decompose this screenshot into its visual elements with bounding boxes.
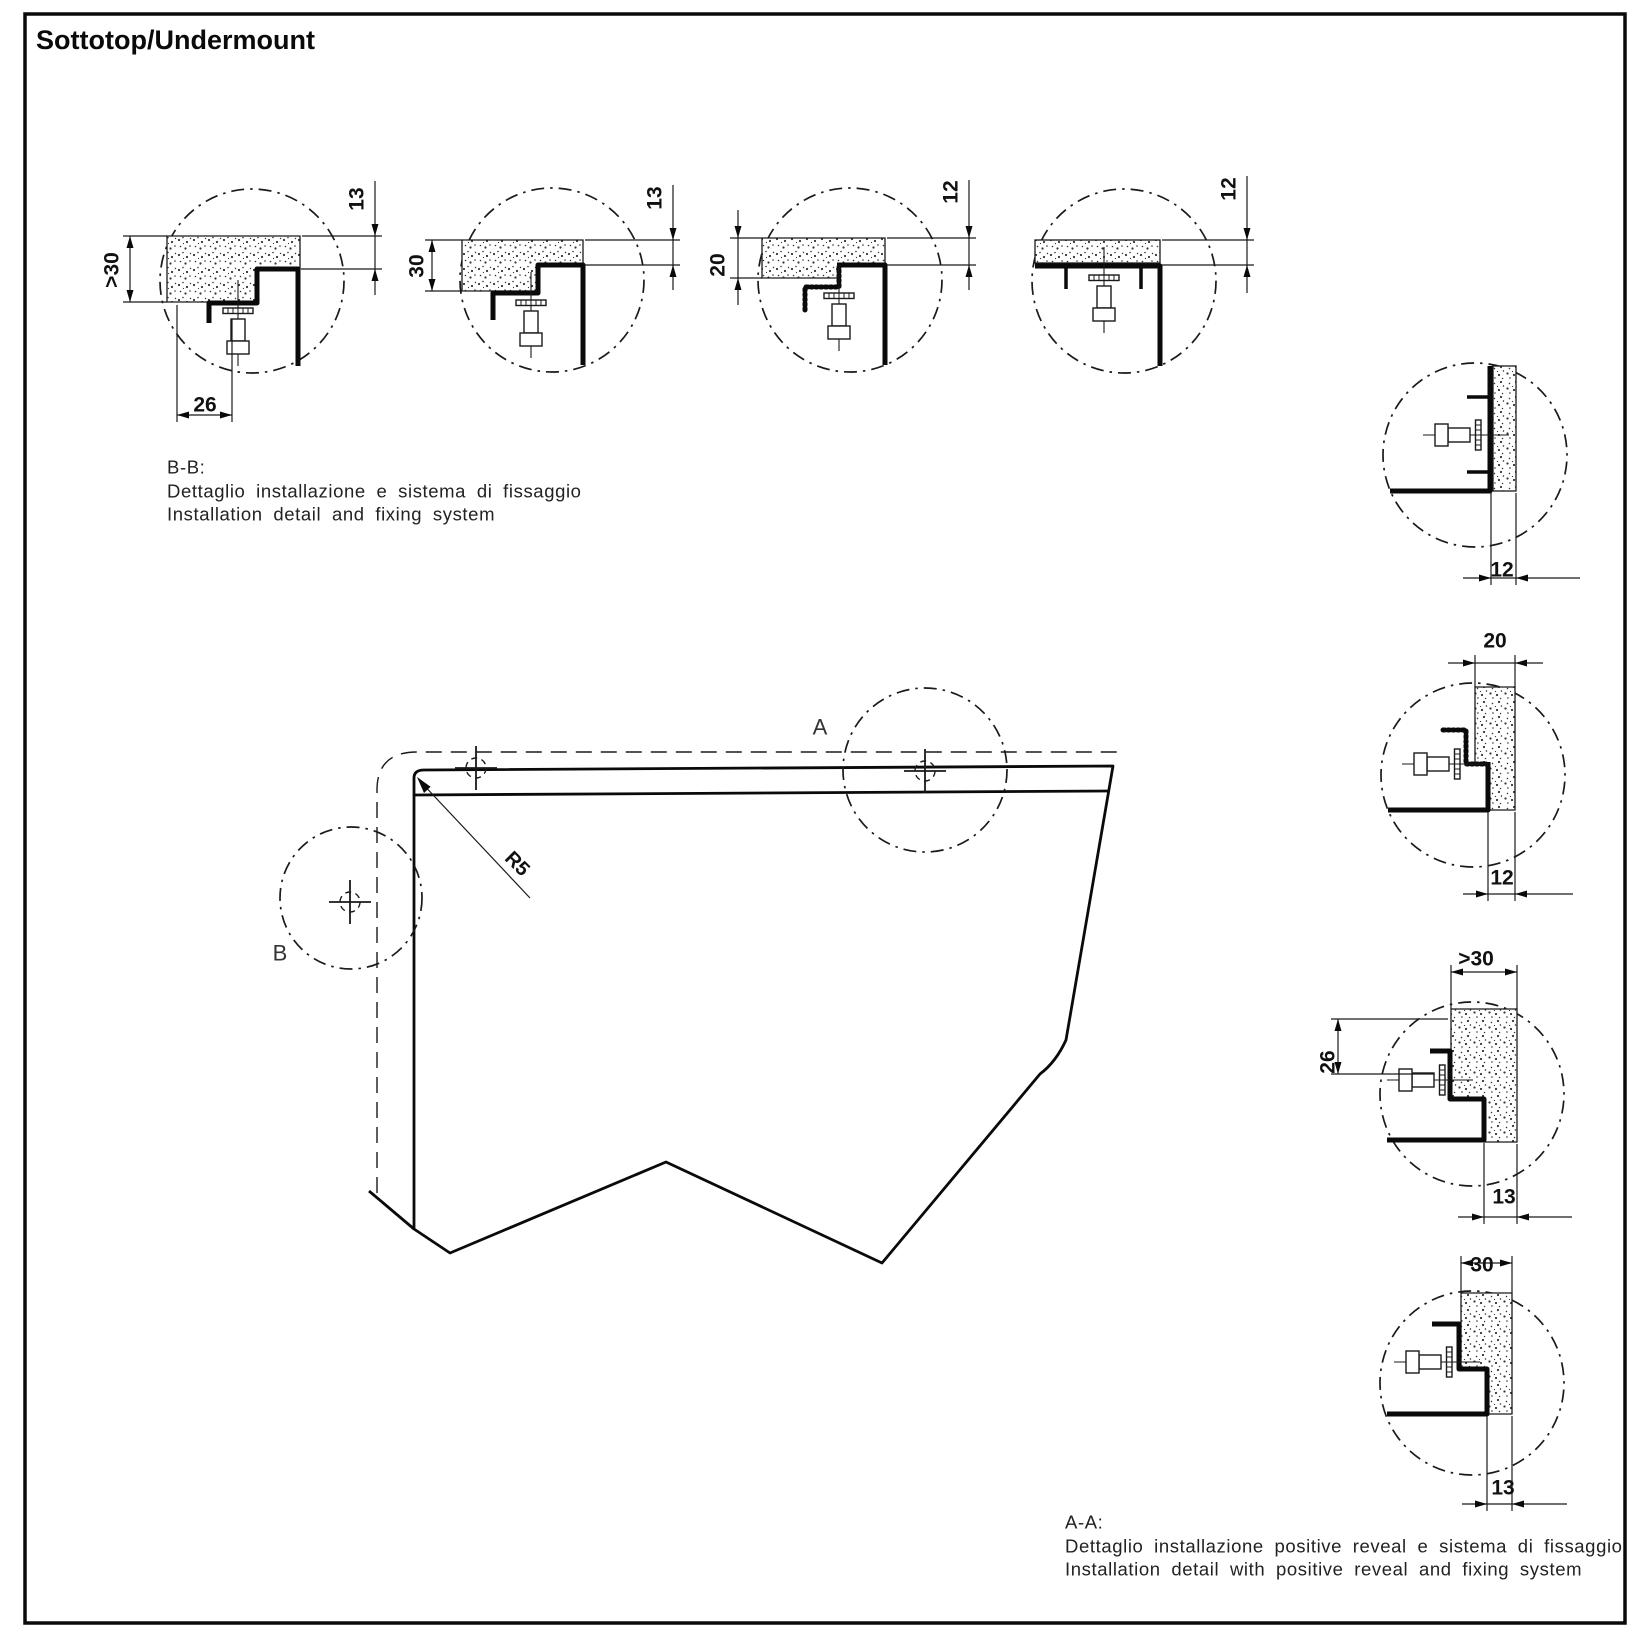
fastener-marker-icon: [904, 749, 946, 793]
dimension-label: 12: [1490, 866, 1514, 890]
dimension-label: >30: [100, 252, 124, 288]
plan-view: [273, 688, 1117, 1263]
caption-bb-english: Installation detail and fixing system: [167, 503, 496, 525]
section-label-b: B: [272, 940, 288, 966]
radius-label: R5: [500, 847, 534, 881]
radius-leader-line: [419, 780, 530, 898]
callout-circle-b: [280, 827, 422, 969]
dimension-label: 12: [939, 180, 963, 204]
dimension-label: 13: [643, 186, 667, 210]
caption-aa: [1065, 1512, 1623, 1580]
caption-bb-italian: Dettaglio installazione e sistema di fissaggio: [167, 480, 582, 502]
caption-bb-label: B-B:: [167, 456, 206, 478]
dimension-label: 26: [193, 393, 217, 417]
dimension-label: 13: [1492, 1185, 1516, 1209]
detail-section-b4: [1032, 176, 1254, 373]
dimension-label: 20: [1483, 629, 1507, 653]
detail-section-b1: [123, 181, 382, 422]
detail-section-a2: [1381, 655, 1573, 901]
dimension-label: 12: [1217, 177, 1241, 201]
fastener-marker-icon: [329, 880, 371, 924]
caption-aa-label: A-A:: [1065, 1511, 1104, 1533]
sink-outline: [414, 766, 1113, 1263]
dimension-label: 13: [1491, 1476, 1515, 1500]
detail-section-b3: [730, 180, 976, 372]
sink-rim-inner-line: [414, 791, 1109, 795]
detail-section-b2: [425, 185, 680, 372]
page-title: Sottotop/Undermount: [36, 25, 315, 55]
dimension-label: >30: [1458, 947, 1494, 971]
cutout-break-line: [369, 1191, 414, 1229]
dimension-label: 26: [1316, 1050, 1340, 1074]
cutout-dashed-outline: [377, 752, 1117, 1193]
caption-aa-italian: Dettaglio installazione positive reveal e sistema di fissaggio: [1065, 1535, 1623, 1557]
dimension-label: 13: [345, 187, 369, 211]
dimension-label: 30: [405, 254, 429, 278]
caption-bb: [167, 457, 582, 525]
dimension-label: 30: [1470, 1253, 1494, 1277]
detail-section-a1: [1383, 363, 1580, 585]
dimension-label: 12: [1490, 558, 1514, 582]
dimension-label: 20: [706, 253, 730, 277]
detail-section-a4: [1380, 1253, 1567, 1511]
caption-aa-english: Installation detail with positive reveal and fixing system: [1065, 1558, 1583, 1580]
section-label-a: A: [812, 714, 828, 740]
detail-section-a3: [1331, 965, 1572, 1224]
